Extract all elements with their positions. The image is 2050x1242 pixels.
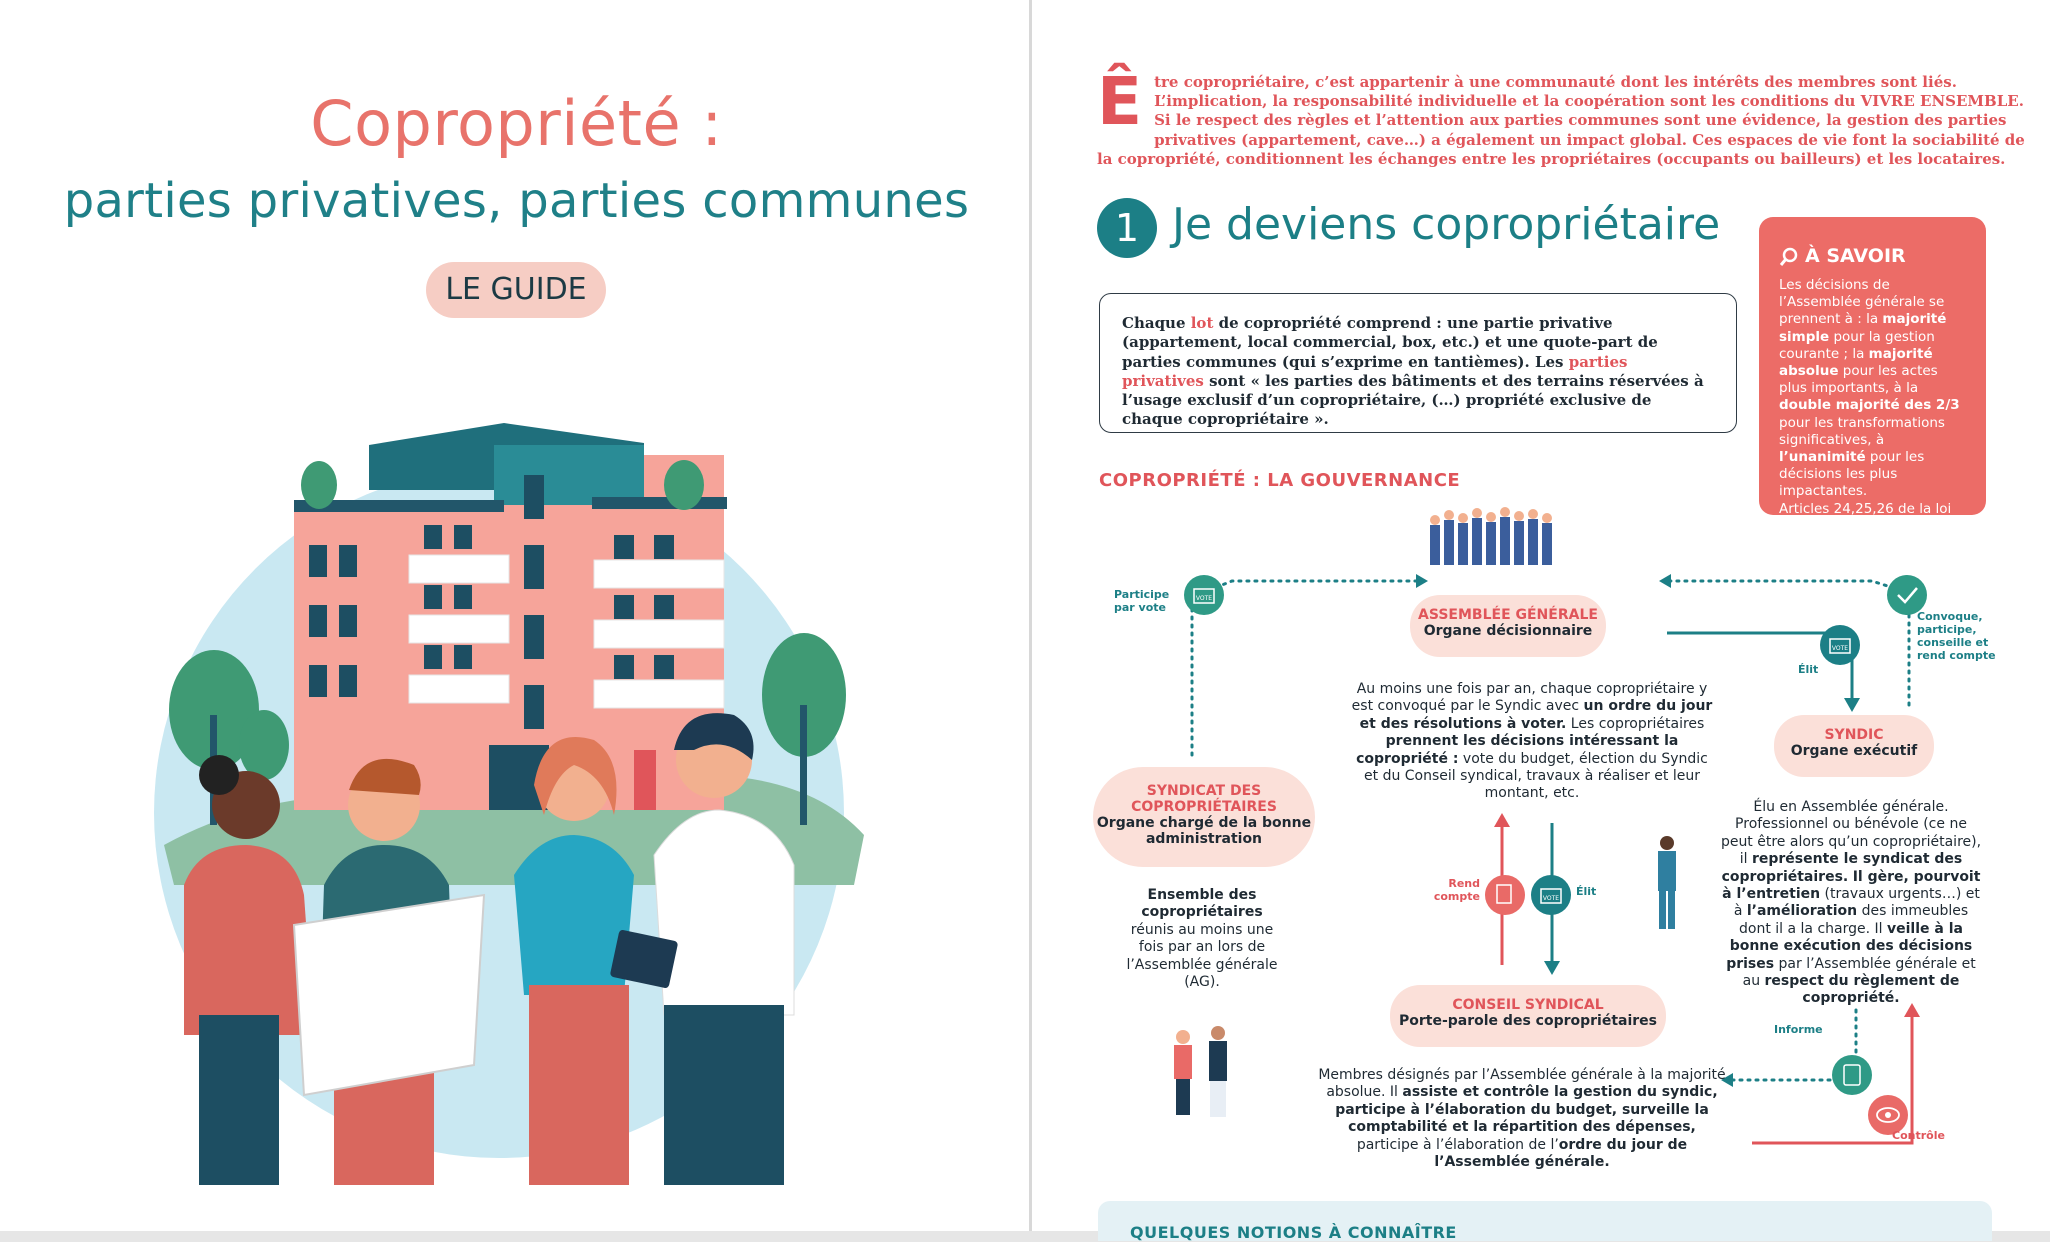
label-elit-conseil: Élit: [1576, 885, 1597, 898]
cover-page: [4, 5, 1029, 1227]
cover-illustration: [154, 415, 874, 1185]
content-page: [1032, 5, 2046, 1242]
magnifier-icon: [1779, 247, 1799, 267]
gouvernance-title: COPROPRIÉTÉ : LA GOUVERNANCE: [1099, 470, 1461, 491]
syndicat-node: SYNDICAT DES COPROPRIÉTAIRES Organe chargé de la bonne administration: [1093, 767, 1315, 867]
crowd-illustration: [1430, 507, 1552, 565]
section-number: 1: [1097, 198, 1157, 258]
vote-icon: [1820, 625, 1860, 665]
conseil-syndical-node: CONSEIL SYNDICAL Porte-parole des copropriétaires: [1390, 985, 1666, 1047]
assemblee-generale-node: ASSEMBLÉE GÉNÉRALE Organe décisionnaire: [1410, 595, 1606, 657]
label-controle: Contrôle: [1892, 1129, 1945, 1142]
notions-section-header: [1098, 1201, 1992, 1241]
a-savoir-title: À SAVOIR: [1805, 245, 1906, 268]
conseil-illustration: [1174, 1026, 1227, 1117]
syndic-illustration: [1658, 836, 1676, 929]
guide-badge: LE GUIDE: [426, 262, 606, 318]
label-informe: Informe: [1774, 1023, 1823, 1036]
label-rend-compte: Rend compte: [1433, 877, 1480, 903]
conseil-syndical-description: Membres désignés par l’Assemblée générale à la majorité absolue. Il assiste et contrôle la gestion du syndic, participe à l’élaboration du budget, surveille la comptabilité et la répartition des dépenses, participe à l’élaboration de l’ordre du jour de l’Assemblée générale.: [1318, 1067, 1726, 1171]
svg-text:VOTE: VOTE: [1542, 895, 1560, 902]
svg-text:VOTE: VOTE: [1831, 645, 1849, 652]
definition-box: Chaque lot de copropriété comprend : une partie privative (appartement, local commercial, box, etc.) et une quote-part de parties communes (qui s’exprime en tantièmes). Les parties privatives sont « les parties des bâtiments et des terrains réservées à l’usage exclusif d’un copropriétaire, (…) propriété exclusive de chaque copropriétaire ».: [1099, 293, 1737, 433]
a-savoir-text: Les décisions de l’Assemblée générale se prennent à : la majorité simple pour la gestion courante ; la majorité absolue pour les actes plus importants, à la double majorité des 2/3 pour les transformations significatives, à l’unanimité pour les décisions les plus impactantes. Articles 24,25,26 de la loi du 10 juillet 1965.: [1779, 277, 1960, 534]
intro-vivre-ensemble: VIVRE ENSEMBLE: [1860, 92, 2019, 111]
assemblee-generale-description: Au moins une fois par an, chaque copropriétaire y est convoqué par le Syndic avec un ordre du jour et des résolutions à voter. Les copropriétaires prennent les décisions intéressant la copropriété : vote du budget, élection du Syndic et du Conseil syndical, travaux à réaliser et leur montant, etc.: [1351, 681, 1713, 802]
document-icon: [1832, 1055, 1872, 1095]
report-icon: [1485, 875, 1525, 915]
notions-title: QUELQUES NOTIONS À CONNAÎTRE: [1130, 1223, 1457, 1242]
vote-icon: [1531, 875, 1571, 915]
a-savoir-header: [1779, 247, 1966, 267]
svg-text:VOTE: VOTE: [1195, 595, 1213, 602]
term-lot: lot: [1190, 314, 1214, 332]
syndic-description: Élu en Assemblée générale. Professionnel ou bénévole (ce ne peut être alors qu’un copropriétaire), il représente le syndicat des copropriétaires. Il gère, pourvoit à l’entretien (travaux urgents…) et à l’amélioration des immeubles dont il a la charge. Il veille à la bonne exécution des décisions prises par l’Assemblée générale et au respect du règlement de copropriété.: [1720, 799, 1982, 1007]
section-title: Je deviens copropriétaire: [1172, 199, 1721, 250]
vote-icon: [1184, 575, 1224, 615]
intro-text-2: . Si le respect des règles et l’attention aux parties communes sont une évidence, la gestion des parties privatives (appartement, cave…) a également un impact global. Ces espaces de vie font la sociabilité de la copropriété, conditionnent les échanges entre les propriétaires (occupants ou bailleurs) et les locataires.: [1097, 92, 2025, 168]
cover-subtitle: parties privatives, parties communes: [63, 173, 970, 229]
syndic-node: SYNDIC Organe exécutif: [1774, 715, 1934, 777]
a-savoir-box: [1759, 217, 1986, 534]
check-icon: [1887, 575, 1927, 615]
intro-text-1: tre copropriétaire, c’est appartenir à une communauté dont les intérêts des membres sont liés. L’implication, la responsabilité individuelle et la coopération sont les conditions du: [1154, 73, 1957, 111]
term-parties-privatives: parties privatives: [1122, 352, 1628, 390]
label-convoque: Convoque, participe, conseille et rend compte: [1917, 610, 1996, 662]
cover-title: Copropriété :: [310, 87, 723, 160]
syndicat-description: Ensemble des copropriétaires réunis au moins une fois par an lors de l’Assemblée générale (AG).: [1126, 887, 1278, 991]
intro-paragraph: [1097, 63, 2025, 169]
label-participe: Participe par vote: [1114, 588, 1170, 614]
label-elit-syndic: Élit: [1798, 663, 1819, 676]
drop-cap: Ê: [1097, 63, 1143, 140]
building-icon: [294, 423, 727, 810]
